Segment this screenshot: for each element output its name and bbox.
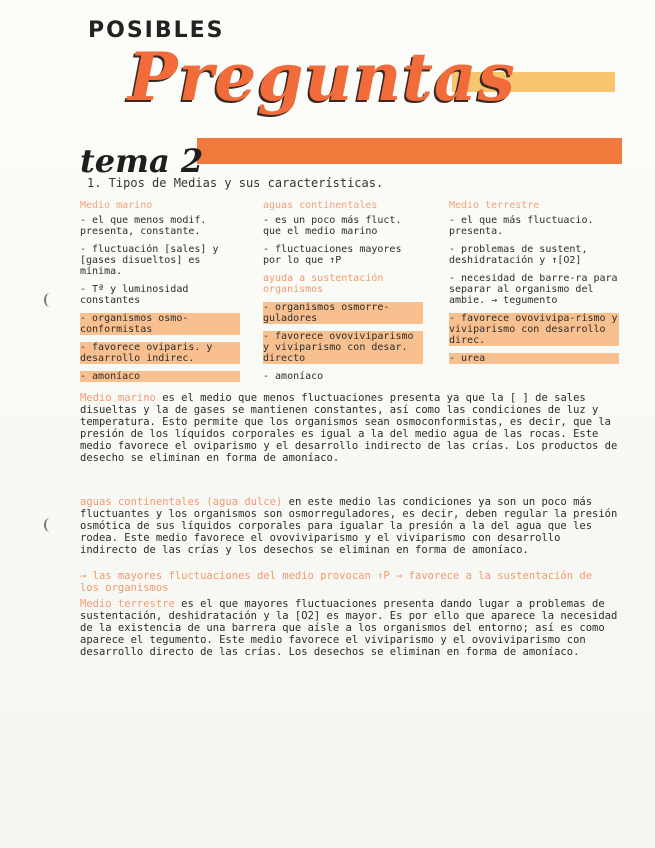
list-item: - urea [449,353,619,364]
list-item: - problemas de sustent, deshidratación y ↑[O2] [449,244,588,266]
paragraph-text: es el que mayores fluctuaciones presenta dando lugar a problemas de sustentación, deshidratación y la [O2] es mayor. Es por ello que aparece la necesidad de la existencia de una barrera que aísle a los organismos del entorno; así es como aparece el tegumento. Este medio favorece el viviparismo y el ovoviviparismo con desarrollo directo de las crías. Los desechos se eliminan en forma de amoníaco. [80,598,618,658]
header-title: Preguntas [128,38,516,116]
list-item: - el que menos modif. presenta, constante. [80,215,207,237]
question-text: 1. Tipos de Medias y sus características. [87,176,384,190]
list-item: - es un poco más fluct. que el medio marino [263,215,402,237]
list-item: - amoníaco [263,371,324,382]
column-continentales [263,200,423,389]
paragraph-continentales [80,496,620,556]
side-note: → las mayores fluctuaciones del medio provocan ↑P → favorece a la sustentación de los organismos [80,570,593,594]
column-header: Medio terrestre [449,200,540,211]
binder-hole [44,518,56,532]
list-item: - favorece ovoviviparismo y viviparismo con desar. directo [263,331,423,364]
list-item: - favorece ovovivipa-rismo y viviparismo con desarrollo direc. [449,313,618,346]
paragraph-text: es el medio que menos fluctuaciones presenta ya que la [ ] de sales disueltas y la de gases se mantienen constantes, así como las condiciones de luz y temperatura. Esto permite que los organismos sean osmoconformistas, es decir, que la presión de los líquidos corporales es igual a la del medio agua de las rocas. Este medio favorece el oviparismo y el desarrollo indirecto de las crías. Los productos de desecho se eliminan en forma de amoníaco. [80,392,618,464]
topic-title: tema 2 [80,142,204,180]
column-marino [80,200,240,389]
list-item: - necesidad de barre-ra para separar al organismo del ambie. → tegumento [449,273,618,306]
paragraph-label: Medio terrestre [80,598,175,610]
paragraph-marino [80,392,620,464]
paragraph-terrestre [80,598,620,658]
list-item: - favorece oviparis. y desarrollo indirec. [80,342,240,364]
paragraph-label: Medio marino [80,392,156,404]
list-item: - fluctuaciones mayores por lo que ↑P [263,244,402,266]
orange-title-bar [197,138,622,164]
list-item: - fluctuación [sales] y [gases disueltos] es mínima. [80,244,219,277]
binder-hole [44,293,56,307]
list-item: - amoníaco [80,371,240,382]
paragraph-label: aguas continentales (agua dulce) [80,496,283,508]
paragraph-text: en este medio las condiciones ya son un poco más fluctuantes y los organismos son osmorreguladores, es decir, deben regular la presión osmótica de sus líquidos corporales para igualar la presión a la del agua que les rodea. Este medio favorece el ovoviviparismo y el viviparismo con desarrollo indirecto de las crías y los desechos se eliminan en forma de amoníaco. [80,496,618,556]
column-header: Medio marino [80,200,153,211]
list-item: - organismos osmorre-guladores [263,302,423,324]
column-terrestre [449,200,619,371]
list-item: - organismos osmo-conformistas [80,313,240,335]
list-item: - el que más fluctuacio. presenta. [449,215,594,237]
header-kicker: POSIBLES [88,18,225,43]
list-item: - Tª y luminosidad constantes [80,284,189,306]
column-subnote: ayuda a sustentación organismos [263,273,384,295]
column-header: aguas continentales [263,200,378,211]
